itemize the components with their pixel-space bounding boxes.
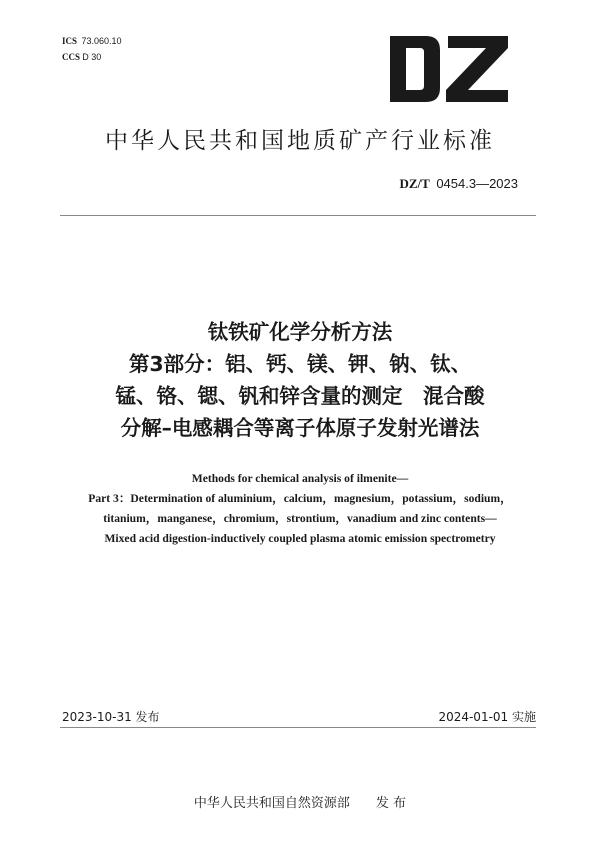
en-title-line: titanium，manganese，chromium，strontium，vanadium and zinc contents—	[103, 512, 497, 525]
ics-code: ICS 73.060.10	[62, 36, 122, 46]
en-title-line: Mixed acid digestion-inductively coupled plasma atomic emission spectrometry	[104, 532, 496, 545]
cn-title-line: 分解–电感耦合等离子体原子发射光谱法	[120, 416, 480, 440]
en-title-line: Part 3：Determination of aluminium，calcium，magnesium，potassium，sodium，	[88, 492, 512, 505]
ccs-code: CCS D 30	[62, 52, 102, 62]
publisher: 中华人民共和国自然资源部 发 布	[193, 796, 407, 811]
issue-date: 2023-10-31 发布	[62, 710, 160, 724]
cn-title-line: 锰、铬、锶、钒和锌含量的测定 混合酸	[115, 384, 485, 408]
en-title-line: Methods for chemical analysis of ilmenite—	[191, 472, 409, 485]
top-divider	[60, 215, 536, 216]
implementation-date: 2024-01-01 实施	[438, 710, 536, 724]
bottom-divider	[60, 727, 536, 728]
chinese-title	[0, 316, 600, 444]
english-title	[0, 469, 600, 549]
standard-category-title: 中华人民共和国地质矿产行业标准	[105, 128, 495, 154]
cn-title-line: 钛铁矿化学分析方法	[207, 320, 393, 344]
standard-number: DZ/T 0454.3—2023	[399, 176, 518, 191]
dz-logo	[390, 36, 508, 102]
cn-title-line: 第3部分：铝、钙、镁、钾、钠、钛、	[128, 352, 472, 376]
